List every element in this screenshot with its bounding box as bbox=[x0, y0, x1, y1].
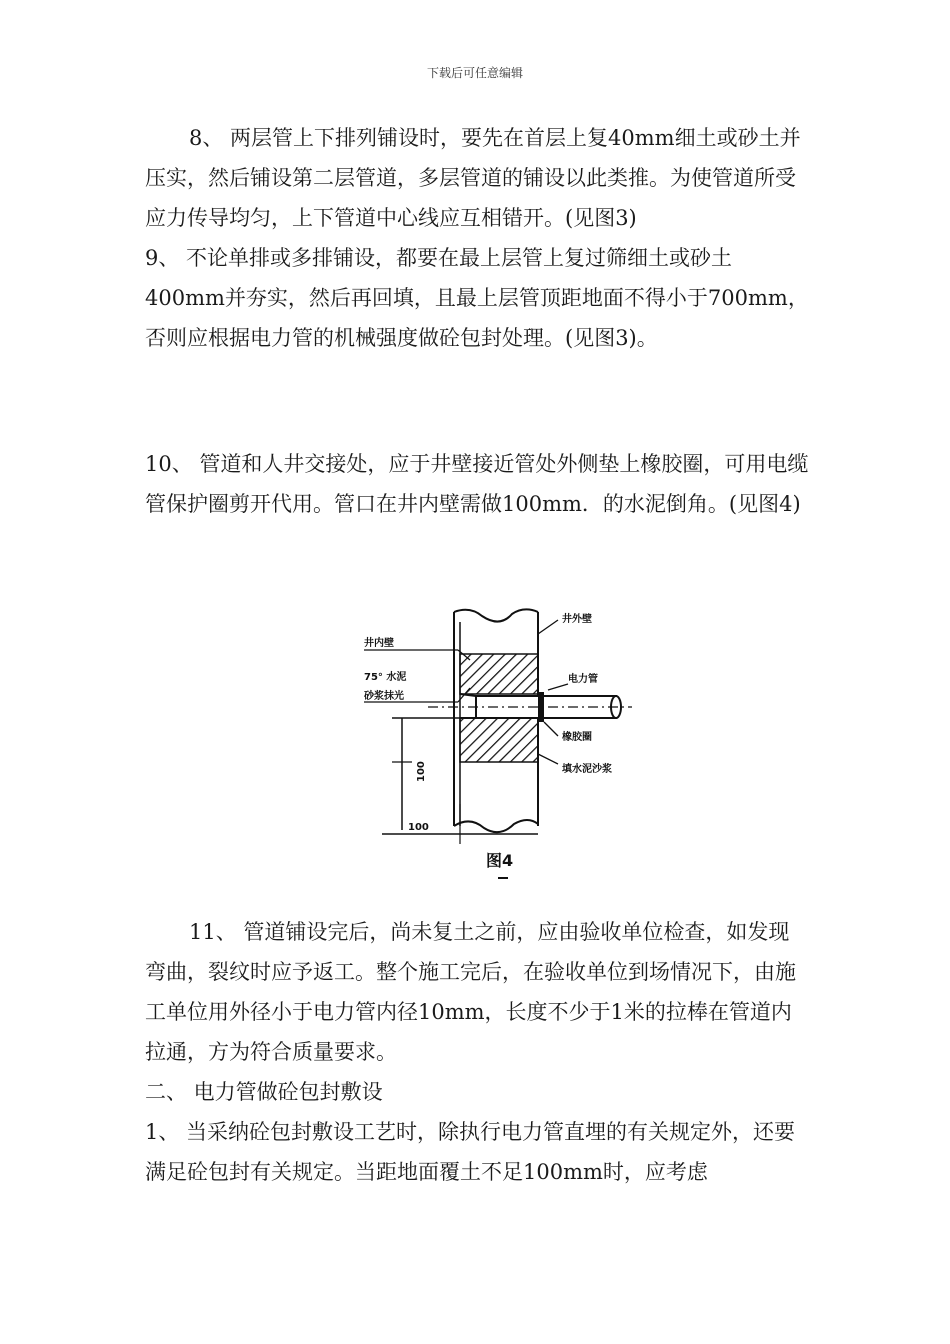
page-header: 下载后可任意编辑 bbox=[426, 66, 523, 80]
paragraph-item-11: 11、 管道铺设完后，尚未复土之前，应由验收单位检查，如发现弯曲，裂纹时应予返工。整个施工完后，在验收单位到场情况下，由施工单位用外径小于电力管内径10mm，长度不少于1米的拉棒在管道内拉通，方为符合质量要求。 bbox=[145, 920, 796, 1064]
manhole-pipe-diagram bbox=[362, 604, 638, 888]
paragraph-item-10: 10、 管道和人井交接处，应于井壁接近管处外侧垫上橡胶圈，可用电缆管保护圈剪开代用。管口在井内壁需做100mm．的水泥倒角。(见图4) bbox=[145, 452, 809, 516]
paragraph-item-9: 9、 不论单排或多排铺设，都要在最上层管上复过筛细土或砂土400mm并夯实，然后再回填，且最上层管顶距地面不得小于700mm，否则应根据电力管的机械强度做砼包封处理。(见图3)。 bbox=[145, 246, 809, 350]
figure-caption: 图4 bbox=[486, 851, 514, 870]
text-block-mid bbox=[145, 444, 810, 524]
power-pipe-shape bbox=[428, 694, 632, 718]
text-block-top bbox=[145, 118, 810, 358]
label-power-pipe: 电力管 bbox=[568, 674, 598, 685]
mortar-fill-lower bbox=[460, 718, 538, 762]
label-inner-wall: 井内壁 bbox=[364, 638, 394, 649]
figure-4 bbox=[362, 604, 638, 888]
label-outer-wall: 井外壁 bbox=[562, 614, 592, 625]
section-heading-2: 二、 电力管做砼包封敷设 bbox=[145, 1080, 383, 1104]
mortar-fill-upper bbox=[460, 654, 538, 694]
label-fill-mortar: 填水泥沙浆 bbox=[562, 764, 612, 775]
label-dim-horizontal: 100 bbox=[408, 822, 429, 833]
label-rubber-ring: 橡胶圈 bbox=[562, 732, 592, 743]
label-mortar-line1: 75° 水泥 bbox=[364, 672, 407, 683]
label-dim-vertical: 100 bbox=[416, 761, 427, 782]
label-mortar-line2: 砂浆抹光 bbox=[364, 691, 404, 702]
paragraph-item-1: 1、 当采纳砼包封敷设工艺时，除执行电力管直埋的有关规定外，还要满足砼包封有关规定。当距地面覆土不足100mm时，应考虑 bbox=[145, 1120, 796, 1184]
rubber-ring-mark bbox=[538, 692, 544, 722]
text-block-bottom bbox=[145, 912, 810, 1192]
paragraph-item-8: 8、 两层管上下排列铺设时，要先在首层上复40mm细土或砂土并压实，然后铺设第二层管道，多层管道的铺设以此类推。为使管道所受应力传导均匀，上下管道中心线应互相错开。(见图3) bbox=[145, 126, 801, 230]
